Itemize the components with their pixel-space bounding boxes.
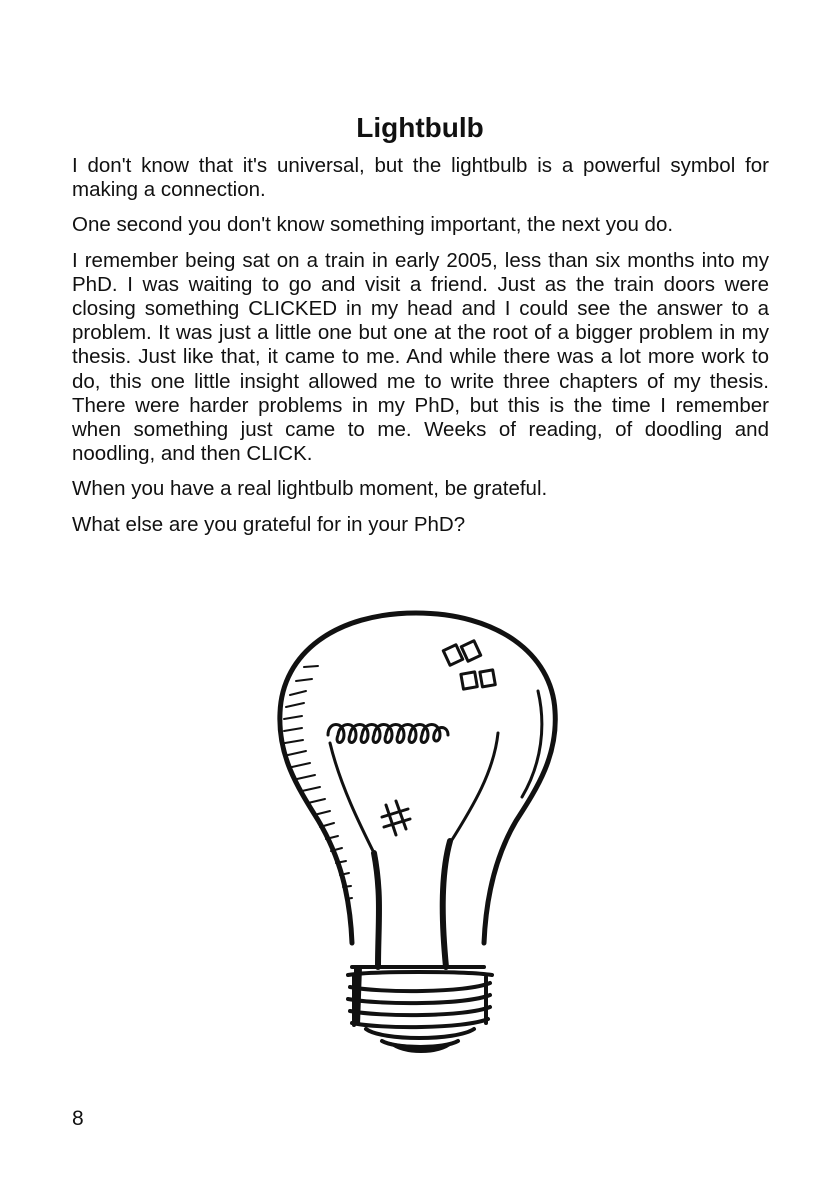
- paragraph-intro: I don't know that it's universal, but the lightbulb is a powerful symbol for making a connection.: [72, 154, 769, 202]
- bulb-glass-outline: [280, 613, 555, 943]
- paragraph-second: One second you don't know something important, the next you do.: [72, 213, 674, 237]
- paragraph-story: I remember being sat on a train in early 2005, less than six months into my PhD. I was waiting to go and visit a friend. Just as the train doors were closing something CLICKED in my head and I could see the answer to a problem. It was just a little one but one at the root of a bigger problem in my thesis. Just like that, it came to me. And while there was a lot more work to do, this one little insight allowed me to write three chapters of my thesis. There were harder problems in my PhD, but this is the time I remember when something just came to me. Weeks of reading, of doodling and noodling, and then CLICK.: [72, 248, 769, 466]
- lightbulb-illustration: [270, 595, 570, 1065]
- bulb-tip: [390, 1043, 452, 1052]
- bulb-stem-marks: [382, 801, 410, 835]
- bulb-reflection: [443, 641, 495, 689]
- page-number: 8: [72, 1107, 84, 1130]
- bulb-stem-outline: [330, 733, 498, 967]
- lightbulb-icon: [270, 595, 570, 1065]
- bulb-screw-base: [348, 967, 492, 1047]
- page-title: Lightbulb: [356, 112, 484, 143]
- paragraph-question: What else are you grateful for in your PhD?: [72, 512, 466, 536]
- paragraph-grateful: When you have a real lightbulb moment, be grateful.: [72, 477, 548, 501]
- body-text: [72, 154, 769, 548]
- bulb-filament: [328, 725, 448, 743]
